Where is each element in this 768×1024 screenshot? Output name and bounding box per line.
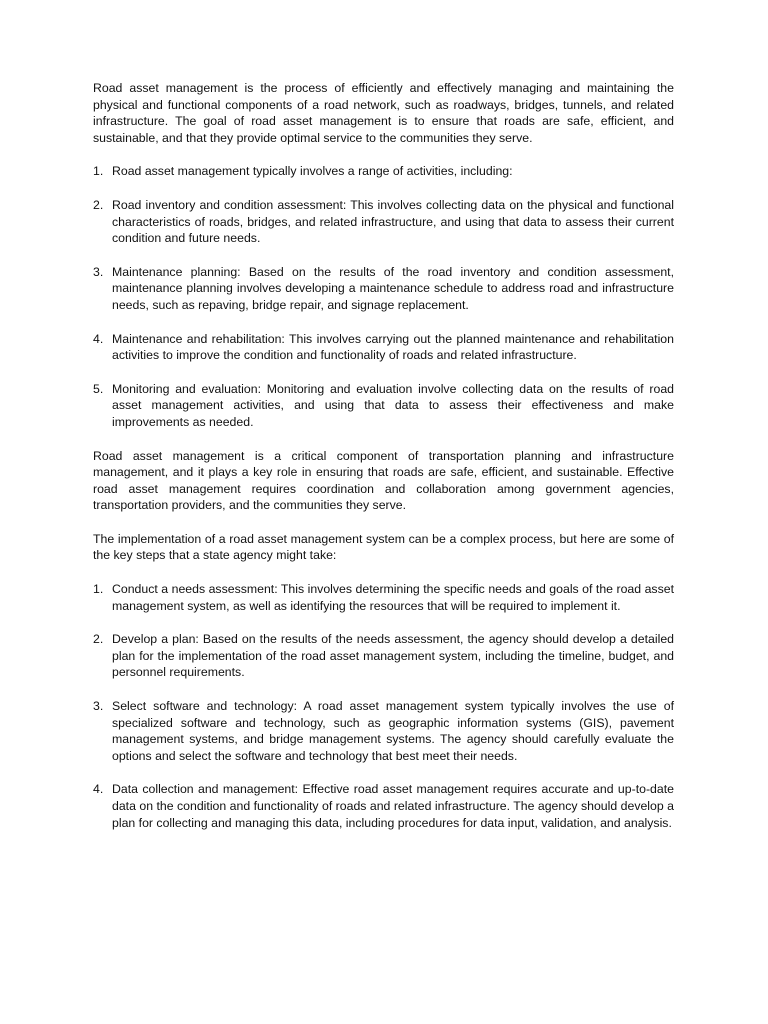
list-item-number: 2. bbox=[93, 632, 104, 647]
list-item bbox=[93, 781, 674, 831]
list-item-text: Develop a plan: Based on the results of the needs assessment, the agency should develop a detailed plan for the implementation of the road asset management system, including the timeline, budget, and personnel requirements. bbox=[112, 632, 674, 680]
intro-paragraph: Road asset management is the process of efficiently and effectively managing and maintaining the physical and functional components of a road network, such as roadways, bridges, tunnels, and related infrastructure. The goal of road asset management is to ensure that roads are safe, efficient, and sustainable, and that they provide optimal service to the communities they serve. bbox=[93, 81, 674, 145]
implementation-intro-paragraph: The implementation of a road asset management system can be a complex process, but here are some of the key steps that a state agency might take: bbox=[93, 531, 674, 563]
list-item-number: 1. bbox=[93, 164, 104, 179]
list-item-text: Road inventory and condition assessment: This involves collecting data on the physical and functional characteristics of roads, bridges, and related infrastructure, and using that data to assess their current condition and future needs. bbox=[112, 197, 674, 246]
list-item bbox=[93, 163, 674, 180]
list-item-number: 5. bbox=[93, 381, 104, 396]
list-item bbox=[93, 698, 674, 764]
list-item-text: Data collection and management: Effective road asset management requires accurate and up-to-date data on the condition and functionality of roads and related infrastructure. The agency should develop a plan for collecting and managing this data, including procedures for data input, validation, and analysis. bbox=[112, 782, 674, 830]
list-item-text: Monitoring and evaluation: Monitoring and evaluation involve collecting data on the results of road asset management activities, and using that data to assess their effectiveness and make improvements as needed. bbox=[112, 381, 674, 429]
activities-list bbox=[93, 163, 674, 430]
list-item-text: Select software and technology: A road asset management system typically involves the use of specialized software and technology, such as geographic information systems (GIS), pavement management systems, and bridge management systems. The agency should carefully evaluate the options and select the software and technology that best meet their needs. bbox=[112, 699, 674, 763]
list-item-text: Maintenance planning: Based on the results of the road inventory and condition assessment, maintenance planning involves developing a maintenance schedule to address road and infrastructure needs, such as repaving, bridge repair, and signage replacement. bbox=[112, 264, 674, 312]
list-item-text: Conduct a needs assessment: This involves determining the specific needs and goals of the road asset management system, as well as identifying the resources that will be required to implement it. bbox=[112, 582, 674, 613]
list-item bbox=[93, 581, 674, 614]
document-page bbox=[93, 80, 674, 848]
list-item bbox=[93, 331, 674, 364]
list-item-text: Road asset management typically involves a range of activities, including: bbox=[112, 164, 513, 179]
summary-paragraph: Road asset management is a critical component of transportation planning and infrastructure management, and it plays a key role in ensuring that roads are safe, efficient, and sustainable. Effective road asset management requires coordination and collaboration among government agencies, transportation providers, and the communities they serve. bbox=[93, 448, 674, 513]
implementation-steps-list bbox=[93, 581, 674, 831]
list-item-number: 4. bbox=[93, 331, 104, 346]
list-item bbox=[93, 197, 674, 247]
list-item bbox=[93, 381, 674, 431]
list-item-number: 3. bbox=[93, 264, 104, 279]
list-item-number: 1. bbox=[93, 582, 104, 597]
list-item bbox=[93, 264, 674, 314]
list-item-number: 2. bbox=[93, 197, 104, 212]
list-item bbox=[93, 631, 674, 681]
list-item-text: Maintenance and rehabilitation: This involves carrying out the planned maintenance and rehabilitation activities to improve the condition and functionality of roads and related infrastructure. bbox=[112, 331, 674, 363]
list-item-number: 3. bbox=[93, 699, 104, 714]
list-item-number: 4. bbox=[93, 782, 104, 797]
